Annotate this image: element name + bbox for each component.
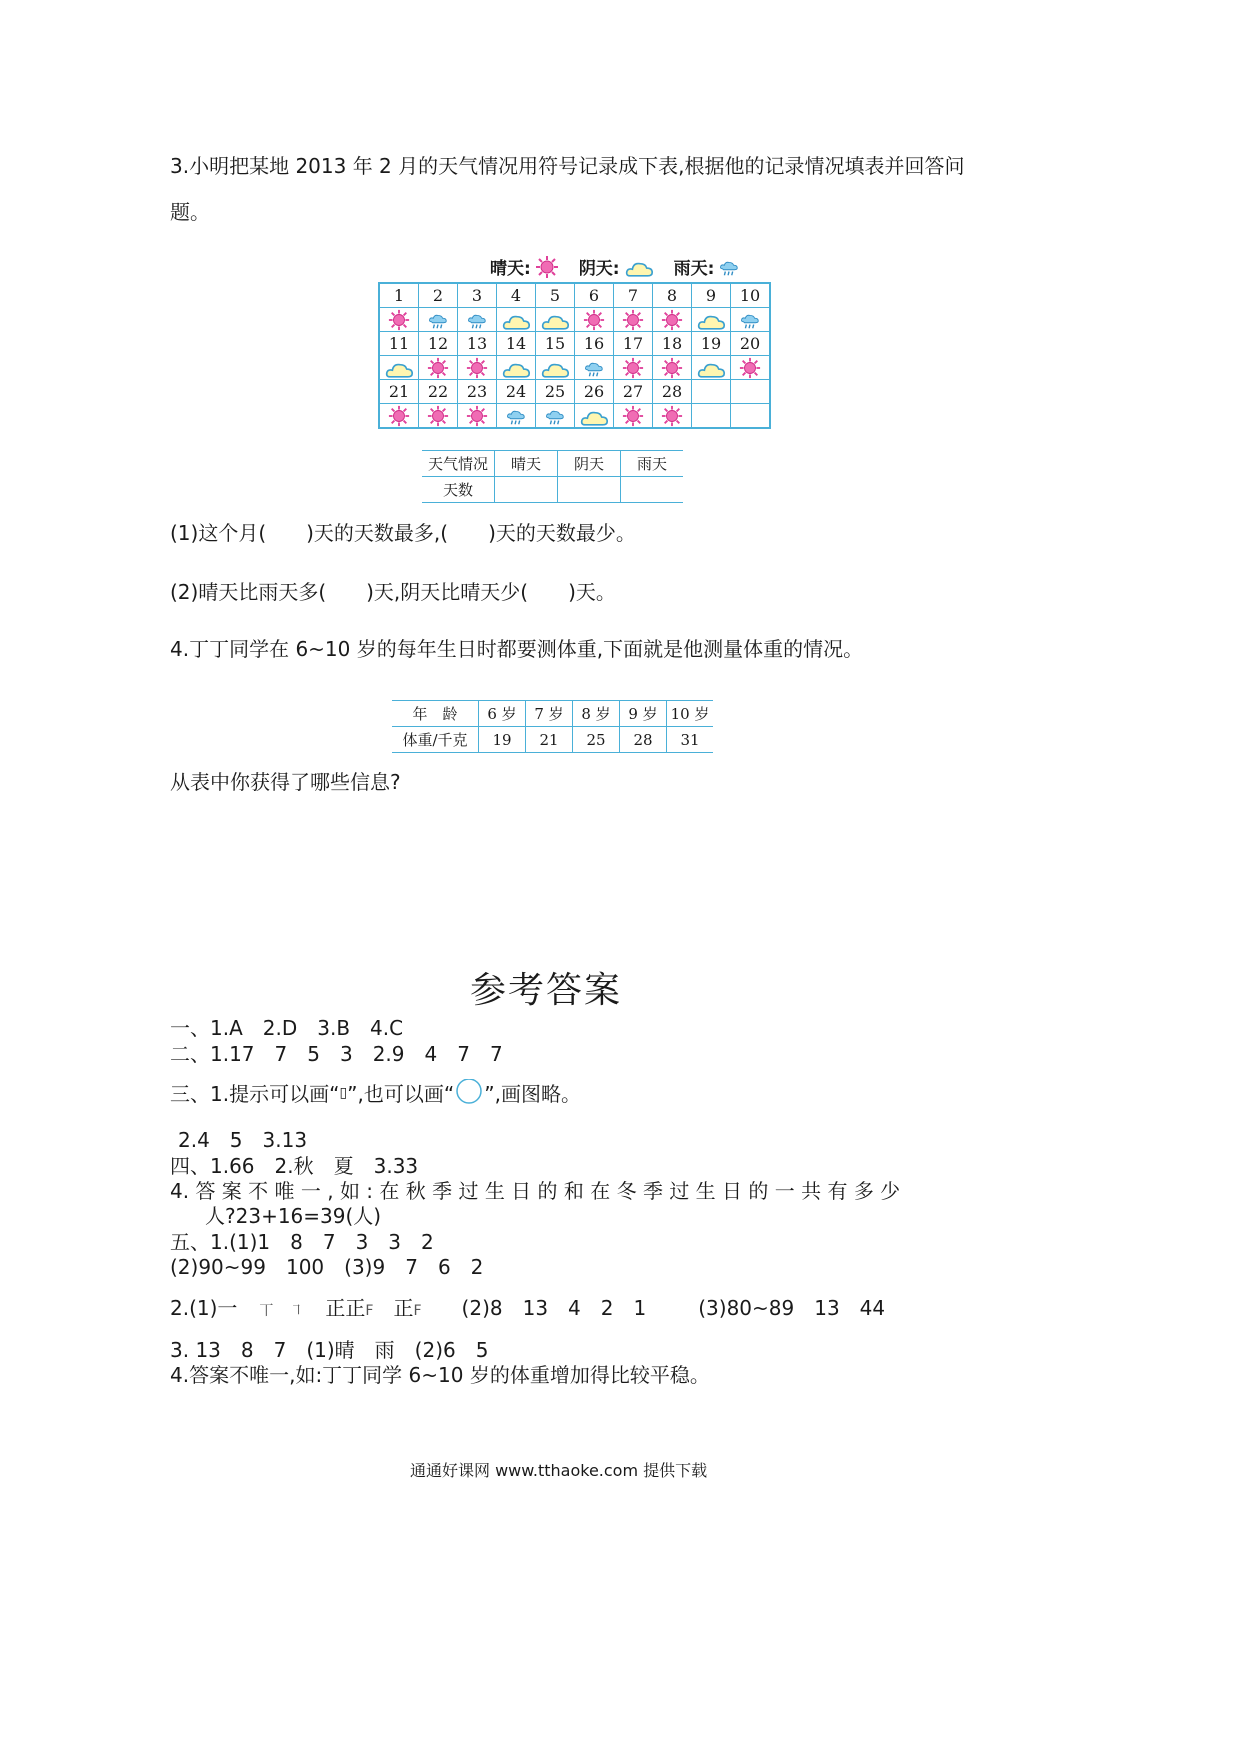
rain-icon <box>427 310 449 330</box>
weight-cell: 21 <box>526 727 573 753</box>
calendar-weather-cell <box>458 308 497 332</box>
sun-icon <box>739 357 761 379</box>
q4-text: 4.丁丁同学在 6~10 岁的每年生日时都要测体重,下面就是他测量体重的情况。 <box>170 637 864 661</box>
legend-rainy: 雨天: <box>674 254 741 279</box>
calendar-weather-cell <box>575 308 614 332</box>
calendar-day-cell: 3 <box>458 283 497 308</box>
calendar-weather-cell <box>497 404 536 429</box>
wt-header-cell: 阴天 <box>558 451 621 477</box>
wt-header-cell: 晴天 <box>495 451 558 477</box>
calendar-weather-cell <box>497 308 536 332</box>
sun-icon <box>622 309 644 331</box>
tally-zheng: 正正 <box>325 1296 366 1320</box>
answer-4: 四、1.66 2.秋 夏 3.33 <box>170 1154 419 1178</box>
sun-icon <box>661 357 683 379</box>
answer-3-2: 2.4 5 3.13 <box>178 1128 308 1152</box>
calendar-day-cell: 6 <box>575 283 614 308</box>
calendar-weather-cell <box>458 356 497 380</box>
answer-4-4b: 人?23+16=39(人) <box>205 1204 382 1228</box>
calendar-weather-cell <box>614 404 653 429</box>
weight-table <box>392 700 713 753</box>
calendar-day-cell <box>731 380 771 404</box>
calendar-day-cell: 28 <box>653 380 692 404</box>
calendar-weather-cell <box>419 404 458 429</box>
cloud-icon <box>539 309 571 331</box>
cloud-icon <box>695 357 727 379</box>
calendar-weather-cell <box>379 404 419 429</box>
answer-5-2: (2)90~99 100 (3)9 7 6 2 <box>170 1255 484 1279</box>
wt-blank-cell[interactable] <box>621 477 684 503</box>
rain-icon <box>544 406 566 426</box>
calendar-day-cell: 21 <box>379 380 419 404</box>
calendar-day-cell: 24 <box>497 380 536 404</box>
legend-sunny: 晴天: <box>490 254 559 279</box>
weather-calendar <box>378 282 771 429</box>
calendar-weather-row <box>379 404 770 429</box>
weight-cell: 25 <box>573 727 620 753</box>
calendar-day-cell: 13 <box>458 332 497 356</box>
calendar-day-cell: 18 <box>653 332 692 356</box>
age-cell: 7 岁 <box>526 701 573 727</box>
calendar-weather-cell <box>458 404 497 429</box>
calendar-day-cell: 11 <box>379 332 419 356</box>
circle-icon <box>454 1079 484 1107</box>
age-cell: 9 岁 <box>620 701 667 727</box>
cloud-icon <box>500 309 532 331</box>
sun-icon <box>622 405 644 427</box>
calendar-weather-cell <box>614 308 653 332</box>
wt-blank-cell[interactable] <box>558 477 621 503</box>
calendar-day-cell: 15 <box>536 332 575 356</box>
calendar-day-cell: 26 <box>575 380 614 404</box>
answer-5-3-c: (3)80~89 13 44 <box>698 1296 886 1320</box>
q4-question: 从表中你获得了哪些信息? <box>170 770 401 794</box>
tally-zheng: 正 <box>393 1296 414 1320</box>
calendar-weather-cell <box>653 308 692 332</box>
calendar-day-cell: 22 <box>419 380 458 404</box>
cloud-icon <box>383 357 415 379</box>
sun-icon <box>427 357 449 379</box>
calendar-weather-cell <box>419 308 458 332</box>
calendar-weather-cell <box>731 404 771 429</box>
calendar-weather-cell <box>575 356 614 380</box>
sun-icon <box>661 405 683 427</box>
calendar-weather-cell <box>692 308 731 332</box>
calendar-day-cell <box>692 380 731 404</box>
calendar-day-cell: 23 <box>458 380 497 404</box>
rain-icon <box>583 358 605 378</box>
answer-5-3: 2.(1)一 丅 ㇕ 正正 F 正 F (2)8 13 4 2 1 (3)80~89 13 44 <box>170 1292 885 1321</box>
legend-cloudy: 阴天: <box>579 254 654 279</box>
calendar-weather-cell <box>731 356 771 380</box>
sun-icon <box>583 309 605 331</box>
calendar-day-cell: 9 <box>692 283 731 308</box>
answer-1: 一、1.A 2.D 3.B 4.C <box>170 1016 404 1040</box>
calendar-table <box>378 282 771 429</box>
cloud-icon <box>624 256 654 278</box>
sun-icon <box>535 255 559 279</box>
q3-text-line2: 题。 <box>170 200 210 224</box>
weather-legend <box>490 254 754 279</box>
answer-2: 二、1.17 7 5 3 2.9 4 7 7 <box>170 1042 503 1066</box>
calendar-weather-cell <box>614 356 653 380</box>
cloud-icon <box>539 357 571 379</box>
calendar-day-cell: 8 <box>653 283 692 308</box>
calendar-day-cell: 25 <box>536 380 575 404</box>
answer-5-5: 4.答案不唯一,如:丁丁同学 6~10 岁的体重增加得比较平稳。 <box>170 1363 710 1387</box>
calendar-weather-cell <box>379 308 419 332</box>
calendar-weather-cell <box>419 356 458 380</box>
weather-count-table <box>422 450 683 503</box>
calendar-weather-cell <box>731 308 771 332</box>
sun-icon <box>427 405 449 427</box>
q3-sub2: (2)晴天比雨天多( )天,阴天比晴天少( )天。 <box>170 580 616 604</box>
calendar-day-cell: 12 <box>419 332 458 356</box>
answer-5-3-b: (2)8 13 4 2 1 <box>461 1296 647 1320</box>
page-footer: 通通好课网 www.tthaoke.com 提供下载 <box>410 1461 708 1480</box>
calendar-weather-cell <box>536 308 575 332</box>
tally-mark: 丅 <box>259 1303 274 1319</box>
rain-icon <box>466 310 488 330</box>
calendar-day-cell: 17 <box>614 332 653 356</box>
calendar-day-cell: 16 <box>575 332 614 356</box>
calendar-day-cell: 7 <box>614 283 653 308</box>
answer-4-4a: 4. 答 案 不 唯 一 , 如 : 在 秋 季 过 生 日 的 和 在 冬 季 过 生 日 的 一 共 有 多 少 <box>170 1179 901 1203</box>
age-cell: 10 岁 <box>667 701 714 727</box>
tally-mark: F <box>365 1303 374 1319</box>
weight-cell: 19 <box>479 727 526 753</box>
calendar-day-cell: 4 <box>497 283 536 308</box>
calendar-day-row <box>379 332 770 356</box>
cloud-icon <box>500 357 532 379</box>
calendar-weather-cell <box>536 404 575 429</box>
calendar-weather-cell <box>692 356 731 380</box>
age-cell: 6 岁 <box>479 701 526 727</box>
wt-blank-cell[interactable] <box>495 477 558 503</box>
calendar-day-row <box>379 283 770 308</box>
calendar-day-cell: 14 <box>497 332 536 356</box>
rectangle-icon: ▯ <box>339 1084 348 1101</box>
weight-label: 体重/千克 <box>392 727 479 753</box>
answers-title: 参考答案 <box>470 970 623 1011</box>
sun-icon <box>466 357 488 379</box>
cloud-icon <box>578 405 610 427</box>
q3-sub1: (1)这个月( )天的天数最多,( )天的天数最少。 <box>170 521 636 545</box>
answer-5-4: 3. 13 8 7 (1)晴 雨 (2)6 5 <box>170 1338 489 1362</box>
sun-icon <box>388 309 410 331</box>
rain-icon <box>718 257 740 277</box>
age-cell: 8 岁 <box>573 701 620 727</box>
calendar-day-cell: 10 <box>731 283 771 308</box>
wt-row-label: 天数 <box>422 477 495 503</box>
calendar-day-cell: 19 <box>692 332 731 356</box>
tally-mark: ㇕ <box>289 1303 304 1319</box>
calendar-day-cell: 20 <box>731 332 771 356</box>
cloud-icon <box>695 309 727 331</box>
sun-icon <box>661 309 683 331</box>
calendar-weather-cell <box>653 356 692 380</box>
sun-icon <box>388 405 410 427</box>
wt-header-cell: 天气情况 <box>422 451 495 477</box>
calendar-day-cell: 5 <box>536 283 575 308</box>
rain-icon <box>505 406 527 426</box>
wt-header-cell: 雨天 <box>621 451 684 477</box>
age-label: 年 龄 <box>392 701 479 727</box>
calendar-weather-cell <box>497 356 536 380</box>
calendar-day-cell: 1 <box>379 283 419 308</box>
calendar-weather-cell <box>692 404 731 429</box>
calendar-weather-cell <box>536 356 575 380</box>
q3-text-line1: 3.小明把某地 2013 年 2 月的天气情况用符号记录成下表,根据他的记录情况填表并回答问 <box>170 154 965 178</box>
calendar-weather-row <box>379 308 770 332</box>
weight-cell: 28 <box>620 727 667 753</box>
calendar-day-cell: 27 <box>614 380 653 404</box>
sun-icon <box>622 357 644 379</box>
calendar-weather-cell <box>653 404 692 429</box>
answer-5-1: 五、1.(1)1 8 7 3 3 2 <box>170 1230 434 1254</box>
rain-icon <box>739 310 761 330</box>
calendar-weather-row <box>379 356 770 380</box>
calendar-weather-cell <box>575 404 614 429</box>
calendar-day-row <box>379 380 770 404</box>
answer-3: 三、1.提示可以画“ ▯ ”,也可以画“ ”,画图略。 <box>170 1078 581 1107</box>
sun-icon <box>466 405 488 427</box>
tally-mark: F <box>413 1303 422 1319</box>
calendar-weather-cell <box>379 356 419 380</box>
calendar-day-cell: 2 <box>419 283 458 308</box>
weight-cell: 31 <box>667 727 714 753</box>
